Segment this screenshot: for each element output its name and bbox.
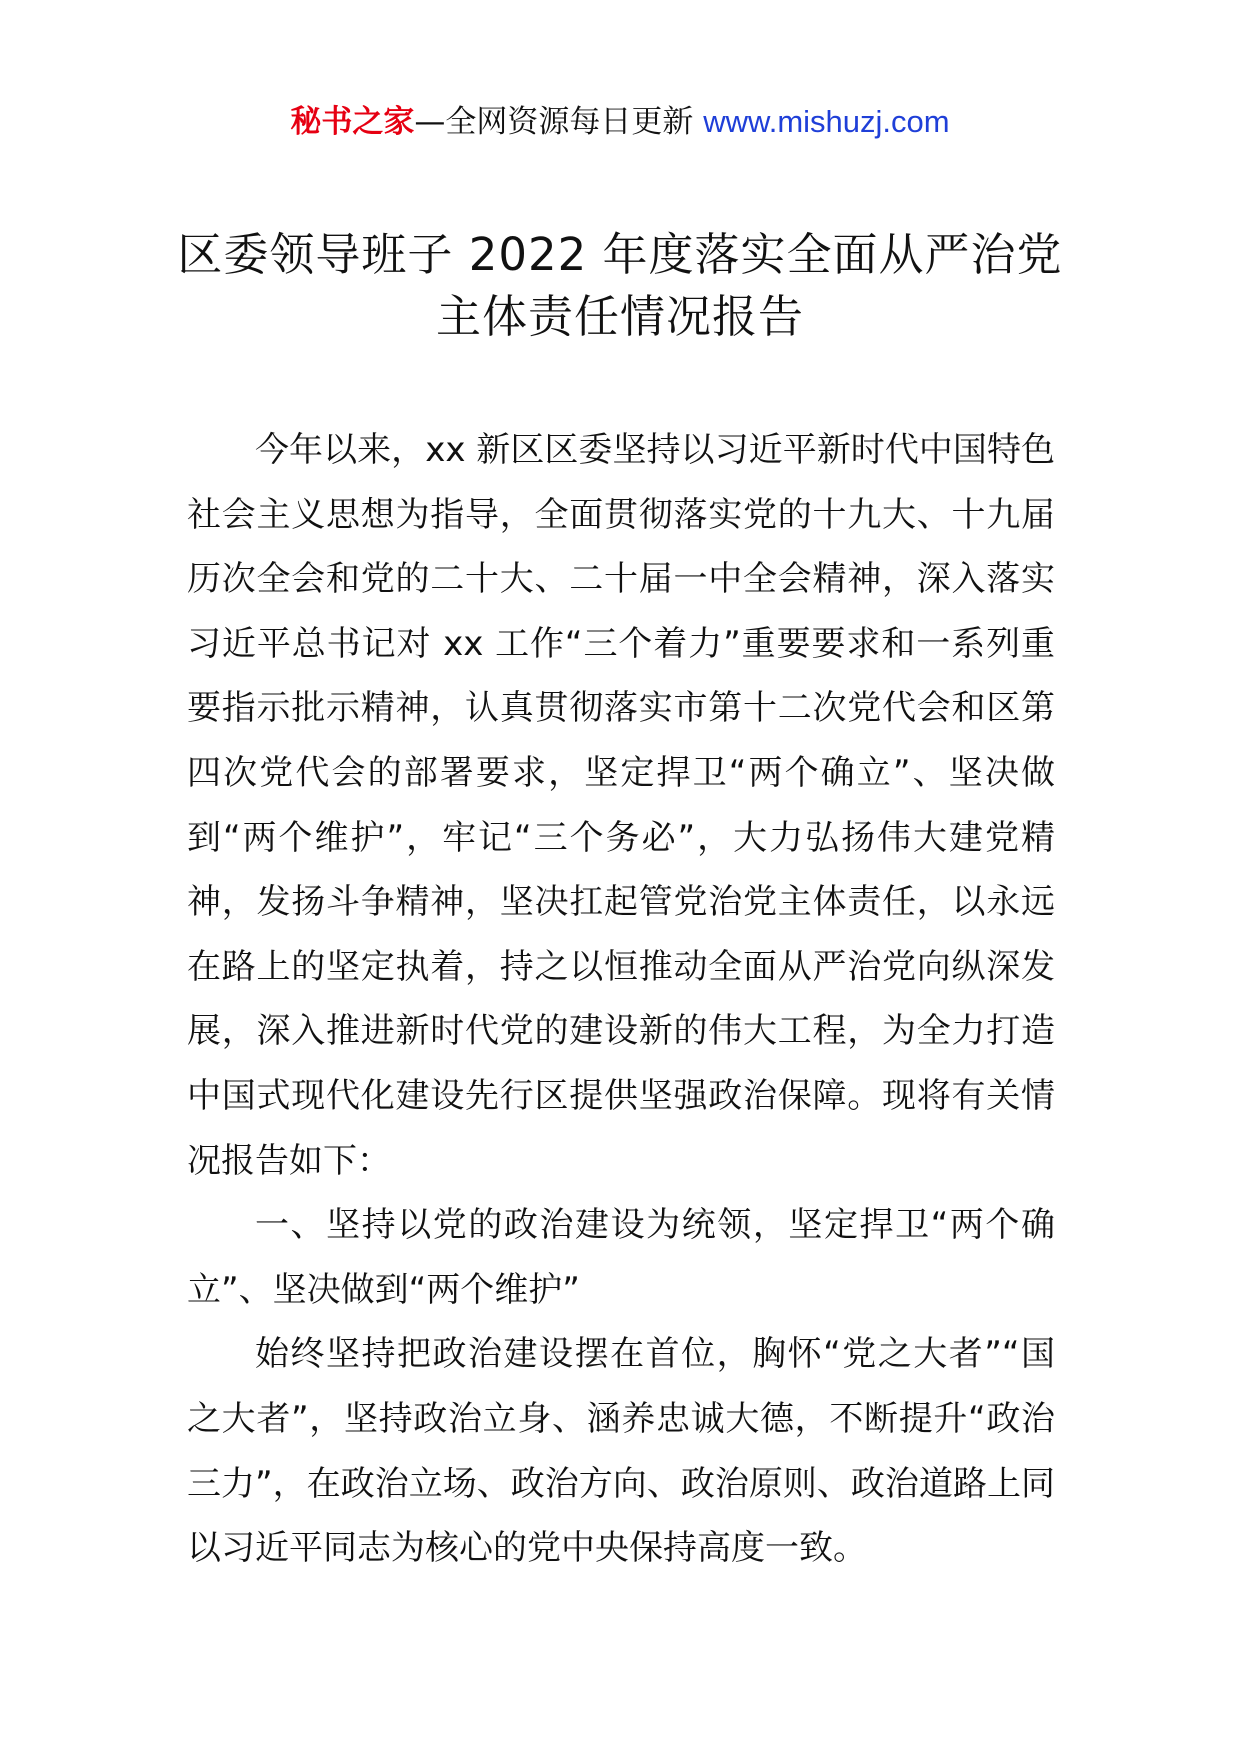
document-title-line-1: 区委领导班子 2022 年度落实全面从严治党 — [177, 228, 1063, 281]
site-brand: 秘书之家 — [290, 104, 415, 140]
document-title — [150, 224, 1090, 348]
site-tagline: —全网资源每日更新 — [414, 104, 704, 140]
document-body — [187, 418, 1055, 1581]
site-url-link[interactable]: www.mishuzj.com — [703, 104, 950, 139]
intro-paragraph: 今年以来，xx 新区区委坚持以习近平新时代中国特色社会主义思想为指导，全面贯彻落实党的十九大、十九届历次全会和党的二十大、二十届一中全会精神，深入落实习近平总书记对 xx 工作“三个着力”重要要求和一系列重要指示批示精神，认真贯彻落实市第十二次党代会和区第四次党代会的部署要求，坚定捍卫“两个确立”、坚决做到“两个维护”，牢记“三个务必”，大力弘扬伟大建党精神，发扬斗争精神，坚决扛起管党治党主体责任，以永远在路上的坚定执着，持之以恒推动全面从严治党向纵深发展，深入推进新时代党的建设新的伟大工程，为全力打造中国式现代化建设先行区提供坚强政治保障。现将有关情况报告如下： — [187, 430, 1055, 1181]
section-heading-1: 一、坚持以党的政治建设为统领，坚定捍卫“两个确立”、坚决做到“两个维护” — [187, 1205, 1055, 1310]
document-title-line-2: 主体责任情况报告 — [435, 290, 804, 343]
site-header — [0, 100, 1240, 144]
section-1-paragraph: 始终坚持把政治建设摆在首位，胸怀“党之大者”“国之大者”，坚持政治立身、涵养忠诚大德，不断提升“政治三力”，在政治立场、政治方向、政治原则、政治道路上同以习近平同志为核心的党中央保持高度一致。 — [187, 1334, 1055, 1569]
